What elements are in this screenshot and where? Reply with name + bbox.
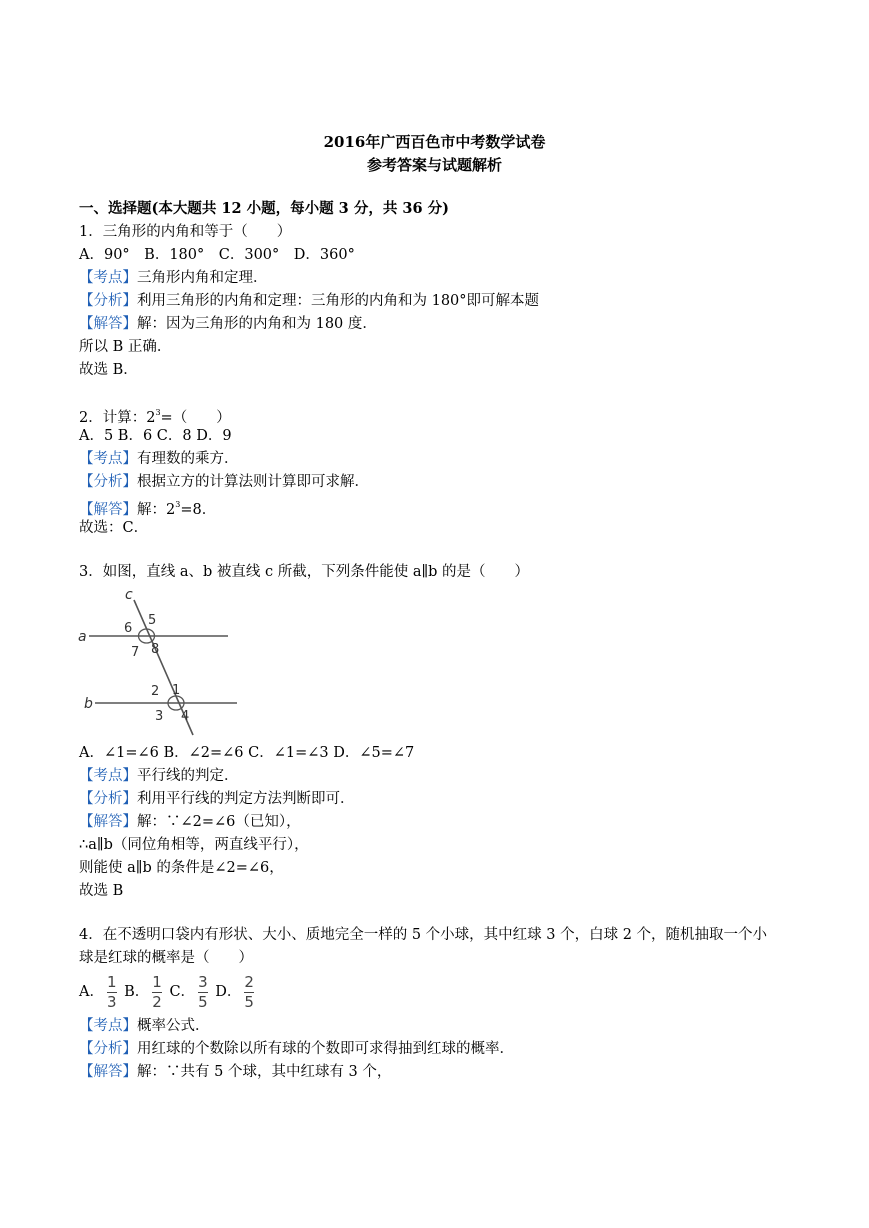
q1-jieda <box>79 314 377 334</box>
q4-kaodian <box>79 1016 210 1036</box>
parallel-lines-figure <box>75 585 245 740</box>
q4-option-d-label: D． <box>215 984 242 1000</box>
page-subtitle: 参考答案与试题解析 <box>366 156 502 174</box>
q4-options <box>79 972 257 1012</box>
q2-stem-pre: 2．计算：2 <box>79 410 156 426</box>
q4-option-d-fraction <box>244 974 254 1011</box>
q3-fenxi-text: 利用平行线的判定方法判断即可． <box>137 791 355 807</box>
q4-option-b-label: B． <box>124 984 150 1000</box>
q4-fenxi <box>79 1039 514 1059</box>
q3-kaodian <box>79 766 239 786</box>
kaodian-label: 【考点】 <box>79 1018 137 1034</box>
section-heading: 一、选择题(本大题共 12 小题，每小题 3 分，共 36 分) <box>79 200 449 217</box>
label-c: c <box>125 587 133 603</box>
jieda-label: 【解答】 <box>79 502 137 518</box>
jieda-label: 【解答】 <box>79 1064 137 1080</box>
q3-options: A．∠1=∠6 B．∠2=∠6 C．∠1=∠3 D．∠5=∠7 <box>79 745 415 761</box>
q4-fenxi-text: 用红球的个数除以所有球的个数即可求得抽到红球的概率． <box>137 1041 514 1057</box>
q4-option-c-fraction <box>198 974 208 1011</box>
fenxi-label: 【分析】 <box>79 791 137 807</box>
q1-stem: 1．三角形的内角和等于（ ） <box>79 224 292 240</box>
q3-answer-line-4: 故选 B <box>79 883 124 899</box>
q1-options: A．90° B．180° C．300° D．360° <box>79 247 355 263</box>
q2-kaodian-text: 有理数的乘方． <box>137 451 239 467</box>
q2-jieda <box>79 495 216 520</box>
q2-stem-post: =（ ） <box>160 410 231 426</box>
label-b: b <box>84 696 93 712</box>
q3-stem: 3．如图，直线 a、b 被直线 c 所截，下列条件能使 a∥b 的是（ ） <box>79 564 530 580</box>
q4-kaodian-text: 概率公式． <box>137 1018 210 1034</box>
kaodian-label: 【考点】 <box>79 768 137 784</box>
q4-jieda <box>79 1062 391 1082</box>
angle-label-5: 5 <box>148 613 157 628</box>
angle-label-2: 2 <box>151 684 160 699</box>
q2-stem-exponent: 3 <box>155 408 161 417</box>
angle-label-1: 1 <box>172 683 181 698</box>
q2-kaodian <box>79 449 239 469</box>
q2-jieda-post: =8． <box>180 502 217 518</box>
fraction-numerator: 2 <box>244 972 254 991</box>
q1-kaodian-text: 三角形内角和定理． <box>137 270 268 286</box>
q3-answer-line-3: 则能使 a∥b 的条件是∠2=∠6， <box>79 860 284 876</box>
fenxi-label: 【分析】 <box>79 1041 137 1057</box>
q1-fenxi-text: 利用三角形的内角和定理：三角形的内角和为 180°即可解本题 <box>137 293 540 309</box>
fraction-numerator: 1 <box>152 972 162 991</box>
q4-option-a-label: A． <box>79 984 104 1000</box>
q2-options: A．5 B．6 C．8 D．9 <box>79 428 232 444</box>
fraction-denominator: 2 <box>152 992 162 1011</box>
fraction-numerator: 3 <box>198 972 208 991</box>
q1-answer-line-2: 所以 B 正确． <box>79 339 172 355</box>
fraction-denominator: 5 <box>244 992 254 1011</box>
angle-label-3: 3 <box>155 709 164 724</box>
q2-fenxi <box>79 472 369 492</box>
angle-label-8: 8 <box>151 642 160 657</box>
q4-option-c-label: C． <box>169 984 196 1000</box>
kaodian-label: 【考点】 <box>79 451 137 467</box>
q4-option-a-fraction <box>107 974 117 1011</box>
q2-answer-line-2: 故选：C． <box>79 520 149 536</box>
q1-jieda-text: 解：因为三角形的内角和为 180 度． <box>137 316 377 332</box>
q3-jieda <box>79 812 301 832</box>
angle-label-7: 7 <box>131 645 140 660</box>
q2-jieda-pre: 解：2 <box>137 502 176 518</box>
fenxi-label: 【分析】 <box>79 474 137 490</box>
q1-answer-line-3: 故选 B． <box>79 362 138 378</box>
jieda-label: 【解答】 <box>79 316 137 332</box>
q3-kaodian-text: 平行线的判定． <box>137 768 239 784</box>
q1-fenxi <box>79 291 539 311</box>
angle-label-4: 4 <box>181 709 190 724</box>
angle-label-6: 6 <box>124 621 133 636</box>
fraction-denominator: 3 <box>106 992 117 1011</box>
q4-jieda-text: 解：∵共有 5 个球，其中红球有 3 个， <box>137 1064 392 1080</box>
q3-answer-line-2: ∴a∥b（同位角相等，两直线平行）， <box>79 837 309 853</box>
q4-stem-line-1: 4．在不透明口袋内有形状、大小、质地完全一样的 5 个小球，其中红球 3 个，白球 2 个，随机抽取一个小 <box>79 927 768 943</box>
fraction-numerator: 1 <box>106 972 117 991</box>
fenxi-label: 【分析】 <box>79 293 137 309</box>
kaodian-label: 【考点】 <box>79 270 137 286</box>
label-a: a <box>78 629 87 645</box>
q3-jieda-text: 解：∵∠2=∠6（已知）， <box>137 814 301 830</box>
page-title: 2016年广西百色市中考数学试卷 <box>323 133 546 151</box>
q1-kaodian <box>79 268 268 288</box>
fraction-denominator: 5 <box>198 992 208 1011</box>
q3-fenxi <box>79 789 355 809</box>
q4-stem-line-2: 球是红球的概率是（ ） <box>79 950 253 966</box>
jieda-label: 【解答】 <box>79 814 137 830</box>
q2-stem <box>79 403 231 428</box>
q4-option-b-fraction <box>152 974 162 1011</box>
q2-fenxi-text: 根据立方的计算法则计算即可求解． <box>137 474 369 490</box>
q2-jieda-exponent: 3 <box>175 500 181 509</box>
